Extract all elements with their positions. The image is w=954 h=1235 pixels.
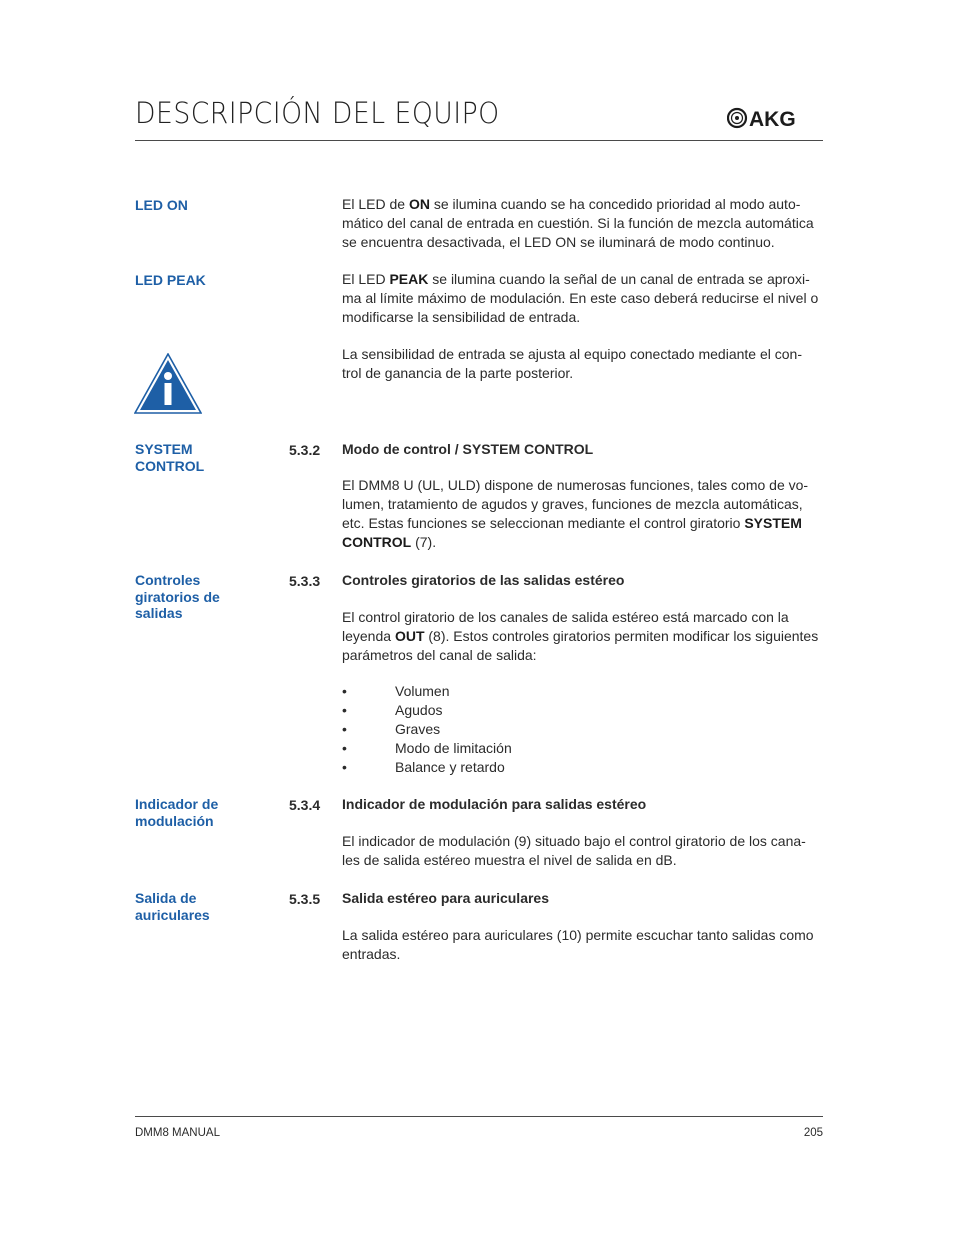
side-label-controles: Controles giratorios de salidas [135,572,220,621]
led-peak-paragraph: El LED PEAK se ilumina cuando la señal de un canal de entrada se aproxi- ma al límite máximo de modulación. En este caso deberá reducirse el nivel o modificarse la sensibilidad de entrada. [342,271,819,325]
bullet-marker: • [342,702,347,718]
section-number: 5.3.5 [289,891,321,907]
headphones-paragraph: La salida estéreo para auriculares (10) permite escuchar tanto salidas como entradas. [342,927,814,962]
list-item: Agudos [395,702,443,718]
section-number: 5.3.2 [289,442,321,458]
system-control-paragraph: El DMM8 U (UL, ULD) dispone de numerosas funciones, tales como de vo- lumen, tratamiento de agudos y graves, funciones de mezcla automáticas, etc. Estas funciones se seleccionan mediante el control giratorio SYSTEM CONTROL (7). [342,477,809,550]
brand-name: AKG [749,108,796,130]
info-icon [134,353,202,414]
page-number: 205 [803,1127,823,1139]
led-on-paragraph: El LED de ON se ilumina cuando se ha concedido prioridad al modo auto- mático del canal de entrada en cuestión. Si la función de mezcla automática se encuentra desactivada, el LED ON se iluminará de modo continuo. [342,196,814,250]
side-label-system-control: SYSTEM CONTROL [135,441,205,474]
list-item: Volumen [395,683,450,699]
list-item: Modo de limitación [395,740,512,756]
section-heading: Modo de control / SYSTEM CONTROL [342,441,594,457]
side-label-salida: Salida de auriculares [135,890,210,923]
list-item: Balance y retardo [395,759,505,775]
footer-rule [135,1116,823,1117]
section-number: 5.3.3 [289,573,321,589]
section-number: 5.3.4 [289,797,321,813]
akg-logo [727,106,824,130]
bullet-marker: • [342,759,347,775]
output-controls-paragraph: El control giratorio de los canales de salida estéreo está marcado con la leyenda OUT (8). Estos controles giratorios permiten modificar los siguientes parámetros del canal de salida: [342,609,819,663]
modulation-paragraph: El indicador de modulación (9) situado bajo el control giratorio de los cana- les de salida estéreo muestra el nivel de salida en dB. [342,833,806,868]
page-title: DESCRIPCIÓN DEL EQUIPO [135,96,500,130]
sensitivity-paragraph: La sensibilidad de entrada se ajusta al equipo conectado mediante el con- trol de ganancia de la parte posterior. [342,346,802,381]
side-label-led-on: LED ON [135,197,188,213]
list-item: Graves [395,721,441,737]
section-heading: Indicador de modulación para salidas estéreo [342,796,647,812]
header-rule [135,140,823,141]
bullet-marker: • [342,683,347,699]
bullet-marker: • [342,721,347,737]
section-heading: Controles giratorios de las salidas estéreo [342,572,625,588]
side-label-led-peak: LED PEAK [135,272,206,288]
section-heading: Salida estéreo para auriculares [342,890,549,906]
bullet-marker: • [342,740,347,756]
side-label-indicador: Indicador de modulación [135,796,219,829]
footer-manual-name: DMM8 MANUAL [135,1127,220,1139]
